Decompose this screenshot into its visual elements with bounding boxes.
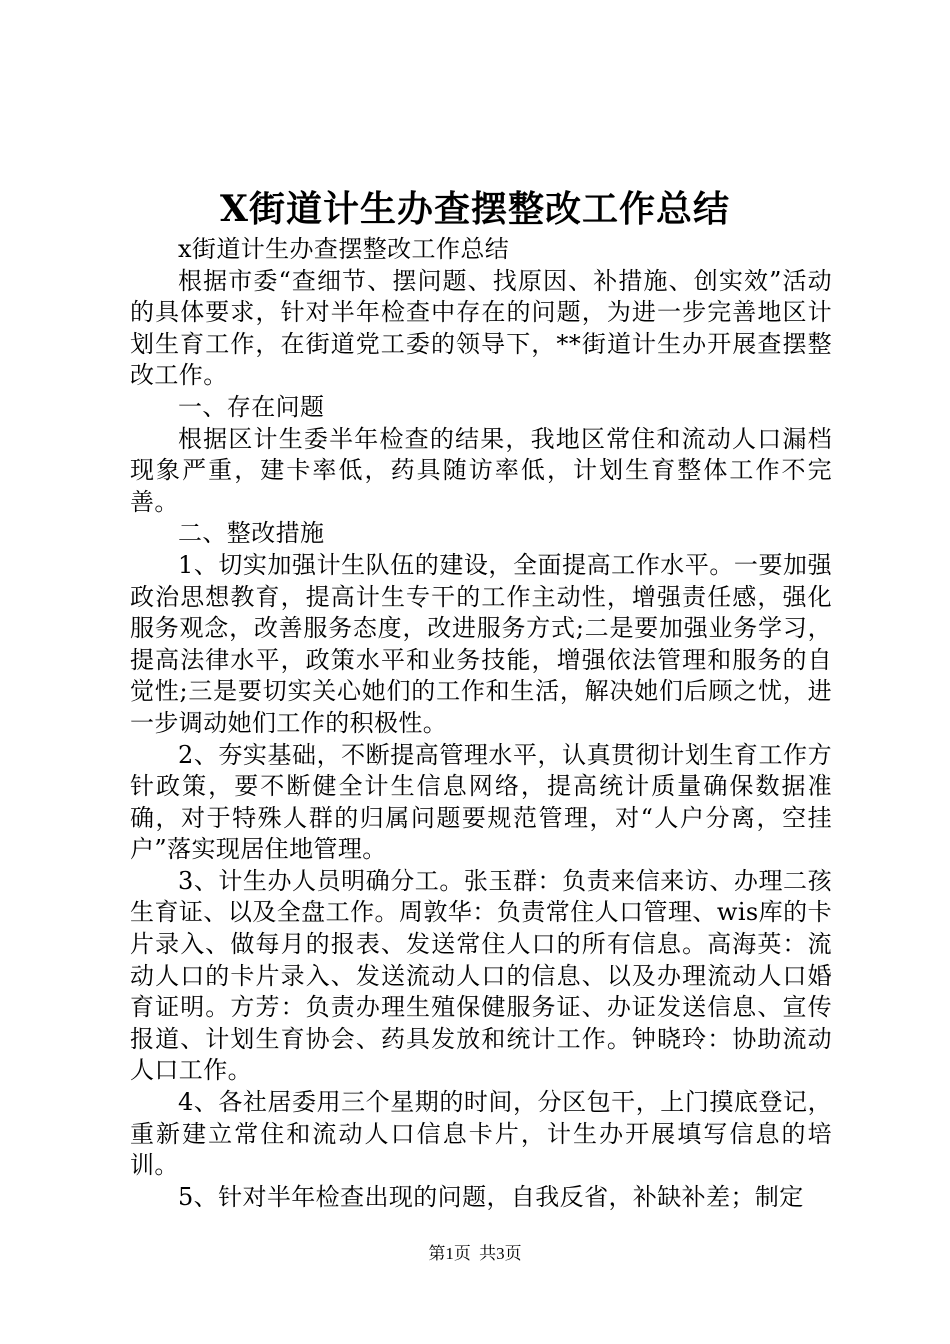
section-heading-measures: 二、整改措施 [178, 519, 325, 548]
paragraph-subtitle: x街道计生办查摆整改工作总结 [178, 235, 510, 263]
page-number: 第1页 [428, 1244, 471, 1263]
section-heading-problems: 一、存在问题 [178, 392, 325, 421]
paragraph-intro: 根据市委“查细节、摆问题、找原因、补措施、创实效”活动的具体要求，针对半年检查中存在的问题，为进一步完善地区计划生育工作，在街道党工委的领导下，**街道计生办开展查摆整改工作。 [130, 266, 832, 390]
paragraph-measure-4: 4、各社居委用三个星期的时间，分区包干，上门摸底登记，重新建立常住和流动人口信息卡片，计生办开展填写信息的培训。 [130, 1088, 832, 1180]
document-title: X街道计生办查摆整改工作总结 [220, 188, 730, 230]
paragraph-measure-1: 1、切实加强计生队伍的建设，全面提高工作水平。一要加强政治思想教育，提高计生专干的工作主动性，增强责任感，强化服务观念，改善服务态度，改进服务方式;二是要加强业务学习，提高法律水平，政策水平和业务技能，增强依法管理和服务的自觉性;三是要切实关心她们的工作和生活，解决她们后顾之忧，进一步调动她们工作的积极性。 [130, 550, 832, 737]
page-total: 共3页 [479, 1244, 522, 1263]
document-body [130, 234, 832, 1213]
page-footer [0, 1242, 950, 1266]
paragraph-measure-3: 3、计生办人员明确分工。张玉群：负责来信来访、办理二孩生育证、以及全盘工作。周敦华：负责常住人口管理、wis库的卡片录入、做每月的报表、发送常住人口的所有信息。高海英：流动人口的卡片录入、发送流动人口的信息、以及办理流动人口婚育证明。方芳：负责办理生殖保健服务证、办证发送信息、宣传报道、计划生育协会、药具发放和统计工作。钟晓玲：协助流动人口工作。 [130, 866, 832, 1085]
paragraph-problems: 根据区计生委半年检查的结果，我地区常住和流动人口漏档现象严重，建卡率低，药具随访率低，计划生育整体工作不完善。 [130, 424, 832, 516]
paragraph-measure-2: 2、夯实基础，不断提高管理水平，认真贯彻计划生育工作方针政策，要不断健全计生信息网络，提高统计质量确保数据准确，对于特殊人群的归属问题要规范管理，对“人户分离，空挂户”落实现居住地管理。 [130, 740, 832, 864]
paragraph-measure-5: 5、针对半年检查出现的问题，自我反省，补缺补差；制定 [178, 1182, 804, 1211]
